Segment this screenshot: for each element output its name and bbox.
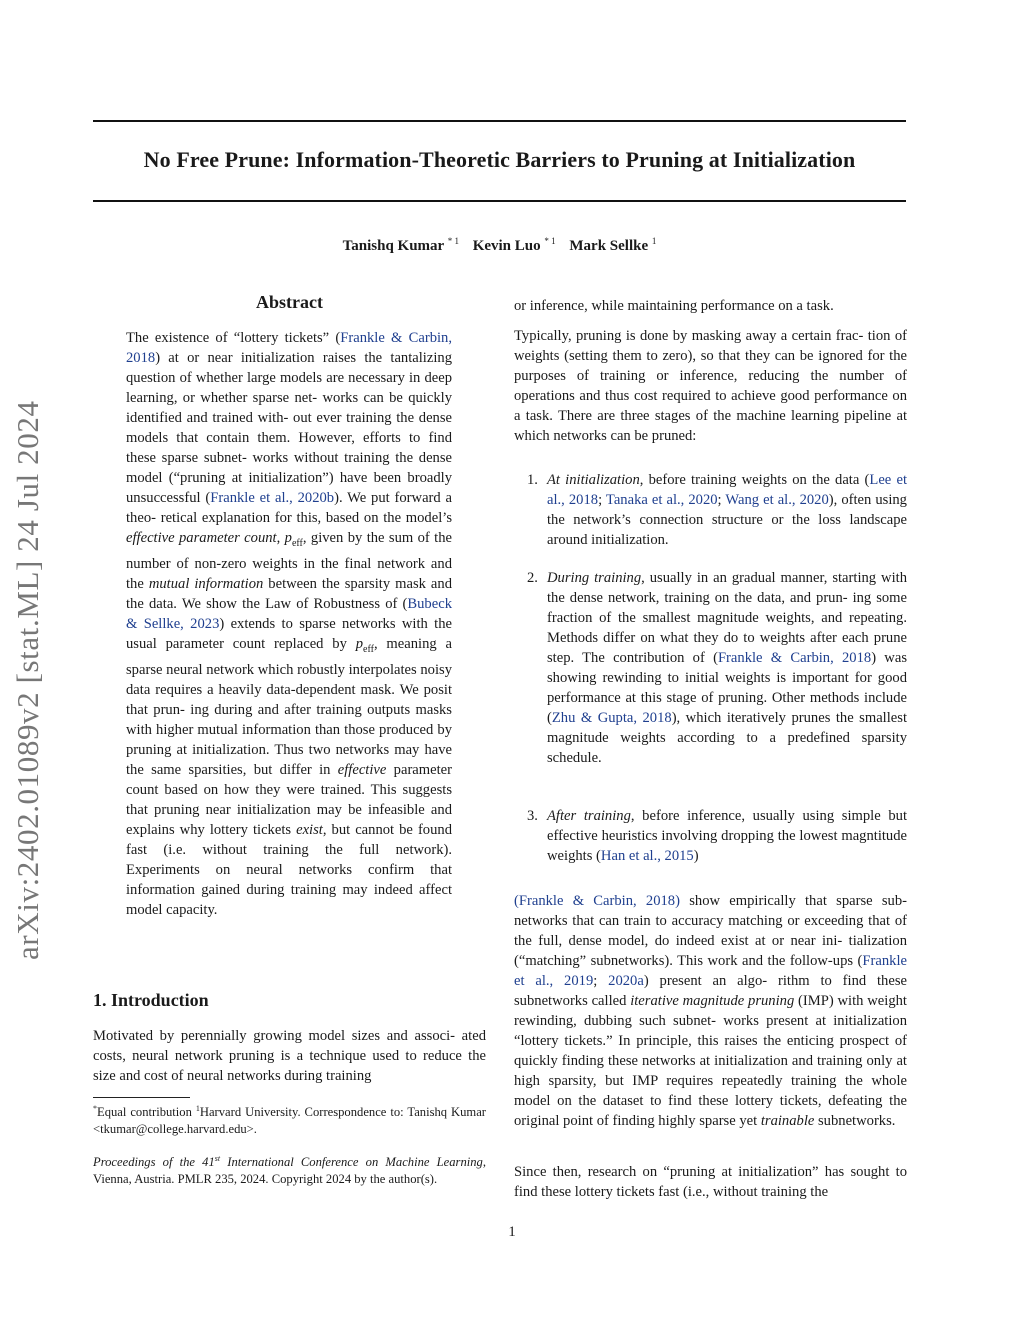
list-number: 2. bbox=[527, 570, 538, 586]
footnote-rule bbox=[93, 1097, 190, 1098]
citation-link[interactable]: Frankle & Carbin, 2018 bbox=[717, 650, 872, 666]
page-number: 1 bbox=[508, 1224, 516, 1240]
citation-link[interactable]: Han et al., 2015 bbox=[600, 848, 694, 864]
title-rule-top bbox=[93, 120, 906, 122]
citation-link[interactable]: Bubeck & Sellke, 2023 bbox=[126, 595, 452, 632]
abstract-heading: Abstract bbox=[256, 292, 323, 312]
author-name: Tanishq Kumar bbox=[342, 238, 444, 254]
author bbox=[343, 238, 459, 254]
right-paragraph-since: Since then, research on “pruning at initialization” has sought to find these lottery tickets fast (i.e., without training the bbox=[514, 1164, 907, 1200]
author-name: Mark Sellke bbox=[569, 238, 649, 254]
citation-link[interactable]: Tanaka et al., 2020 bbox=[605, 492, 718, 508]
list-item: 3. After training, before inference, usually using simple but effective heuristics involving dropping the lowest magntitude weights (Han et al., 2015) bbox=[527, 808, 907, 864]
list-number: 1. bbox=[527, 472, 538, 488]
citation-link[interactable]: Frankle et al., 2019 bbox=[514, 953, 907, 989]
abstract-body: The existence of “lottery tickets” (Frankle & Carbin, 2018) at or near initialization raises the tantalizing question of whether large models are necessary in deep learning, or whether sparse net- works can be quickly identified and trained with- out ever training the dense models that contain them. However, efforts to find these sparse subnet- works without training the dense model (“pruning at initialization”) have been broadly unsuccessful (Frankle et al., 2020b). We put forward a theo- retical explanation for this, based on the model’s effective parameter count, $p_{eff}$, given by the sum of the number of non-zero weights in the final network and the mutual information between the sparsity mask and the data. We show the Law of Robustness of (Bubeck & Sellke, 2023) extends to sparse networks with the usual parameter count replaced by $p_{eff}$, meaning a sparse neural network which robustly interpolates noisy data requires a heavily data-dependent mask. We posit that prun- ing during and after training outputs masks with higher mutual information than those produced by pruning at initialization. Thus two networks may have the same sparsities, but differ in effective parameter count based on how they were trained. This suggests that pruning near initialization may be infeasible and explains why lottery tickets exist, but cannot be found fast (i.e. without training the full network). Experiments on neural networks confirm that information gained during training may indeed affect model capacity. bbox=[126, 330, 453, 918]
list-number: 3. bbox=[527, 808, 538, 824]
arxiv-stamp: arXiv:2402.01089v2 [stat.ML] 24 Jul 2024 bbox=[10, 400, 45, 960]
author bbox=[473, 238, 556, 254]
right-paragraph-lottery: (Frankle & Carbin, 2018) show empirically that sparse sub- networks that can train to accuracy matching or exceeding that of the full, dense model, do indeed exist at or near ini- tialization (“matching” subnetworks). This work and the follow-ups (Frankle et al., 2019; 2020a) present an algo- rithm to find these subnetworks called iterative magnitude pruning (IMP) with weight rewinding, dubbing such subnet- works present at initialization “lottery tickets.” In principle, this raises the enticing prospect of quickly finding these networks at initialization and training only at high sparsity, but IMP requires repeatedly training the whole model on the dataset to find these lottery tickets, defeating the original point of finding highly sparse yet trainable subnetworks. bbox=[514, 893, 907, 1129]
introduction-paragraph: Motivated by perennially growing model sizes and associ- ated costs, neural network pruning is a technique used to reduce the size and cost of neural networks during training bbox=[93, 1028, 486, 1084]
right-paragraph-pruning: Typically, pruning is done by masking away a certain frac- tion of weights (setting them to zero), so that they can be ignored for the purposes of training or inference, reducing the number of operations and thus cost required to achieve good performance on a task. There are three stages of the machine learning pipeline at which networks can be pruned: bbox=[514, 328, 907, 444]
footnote: *Equal contribution $^1$Harvard University. Correspondence to: Tanishq Kumar <tkumar@college.harvard.edu>. bbox=[93, 1104, 487, 1137]
paper-title: No Free Prune: Information-Theoretic Barriers to Pruning at Initialization bbox=[143, 147, 856, 172]
citation-link[interactable]: Wang et al., 2020 bbox=[725, 492, 829, 508]
author-name: Kevin Luo bbox=[472, 238, 541, 254]
title-rule-bottom bbox=[93, 200, 906, 202]
author-affiliation-mark: * 1 bbox=[544, 236, 556, 246]
author bbox=[569, 238, 656, 254]
citation-link[interactable]: Lee et al., 2018 bbox=[547, 472, 907, 508]
list-item: 2. During training, usually in an gradual manner, starting with the dense network, training on the data, and prun- ing some fraction of the smallest magnitude weights, and repeating. Methods differ on what they do to weights after each prune step. The contribution of (Frankle & Carbin, 2018) was showing rewinding to initial weights is important for good performance at this stage of pruning. Other methods include (Zhu & Gupta, 2018), which iteratively prunes the smallest magnitude weights according to a predefined sparsity schedule. bbox=[527, 570, 907, 766]
citation-link[interactable]: (Frankle & Carbin, 2018) bbox=[514, 893, 680, 909]
proceedings-note: Proceedings of the 41st International Conference on Machine Learning, Vienna, Austria. PMLR 235, 2024. Copyright 2024 by the author(s). bbox=[93, 1154, 486, 1187]
author-list bbox=[93, 236, 906, 255]
right-paragraph-continued: or inference, while maintaining performance on a task. bbox=[514, 298, 834, 314]
list-item: 1. At initialization, before training weights on the data (Lee et al., 2018; Tanaka et al., 2020; Wang et al., 2020), often using the network’s connection structure or the loss landscape around initialization. bbox=[527, 472, 907, 548]
section-heading-introduction: 1. Introduction bbox=[93, 990, 209, 1010]
citation-link[interactable]: 2020a bbox=[608, 973, 644, 989]
citation-link[interactable]: Frankle & Carbin, 2018 bbox=[126, 330, 452, 366]
author-affiliation-mark: 1 bbox=[651, 236, 657, 246]
author-affiliation-mark: * 1 bbox=[447, 236, 459, 246]
citation-link[interactable]: Frankle et al., 2020b bbox=[210, 490, 335, 506]
citation-link[interactable]: Zhu & Gupta, 2018 bbox=[551, 710, 672, 726]
